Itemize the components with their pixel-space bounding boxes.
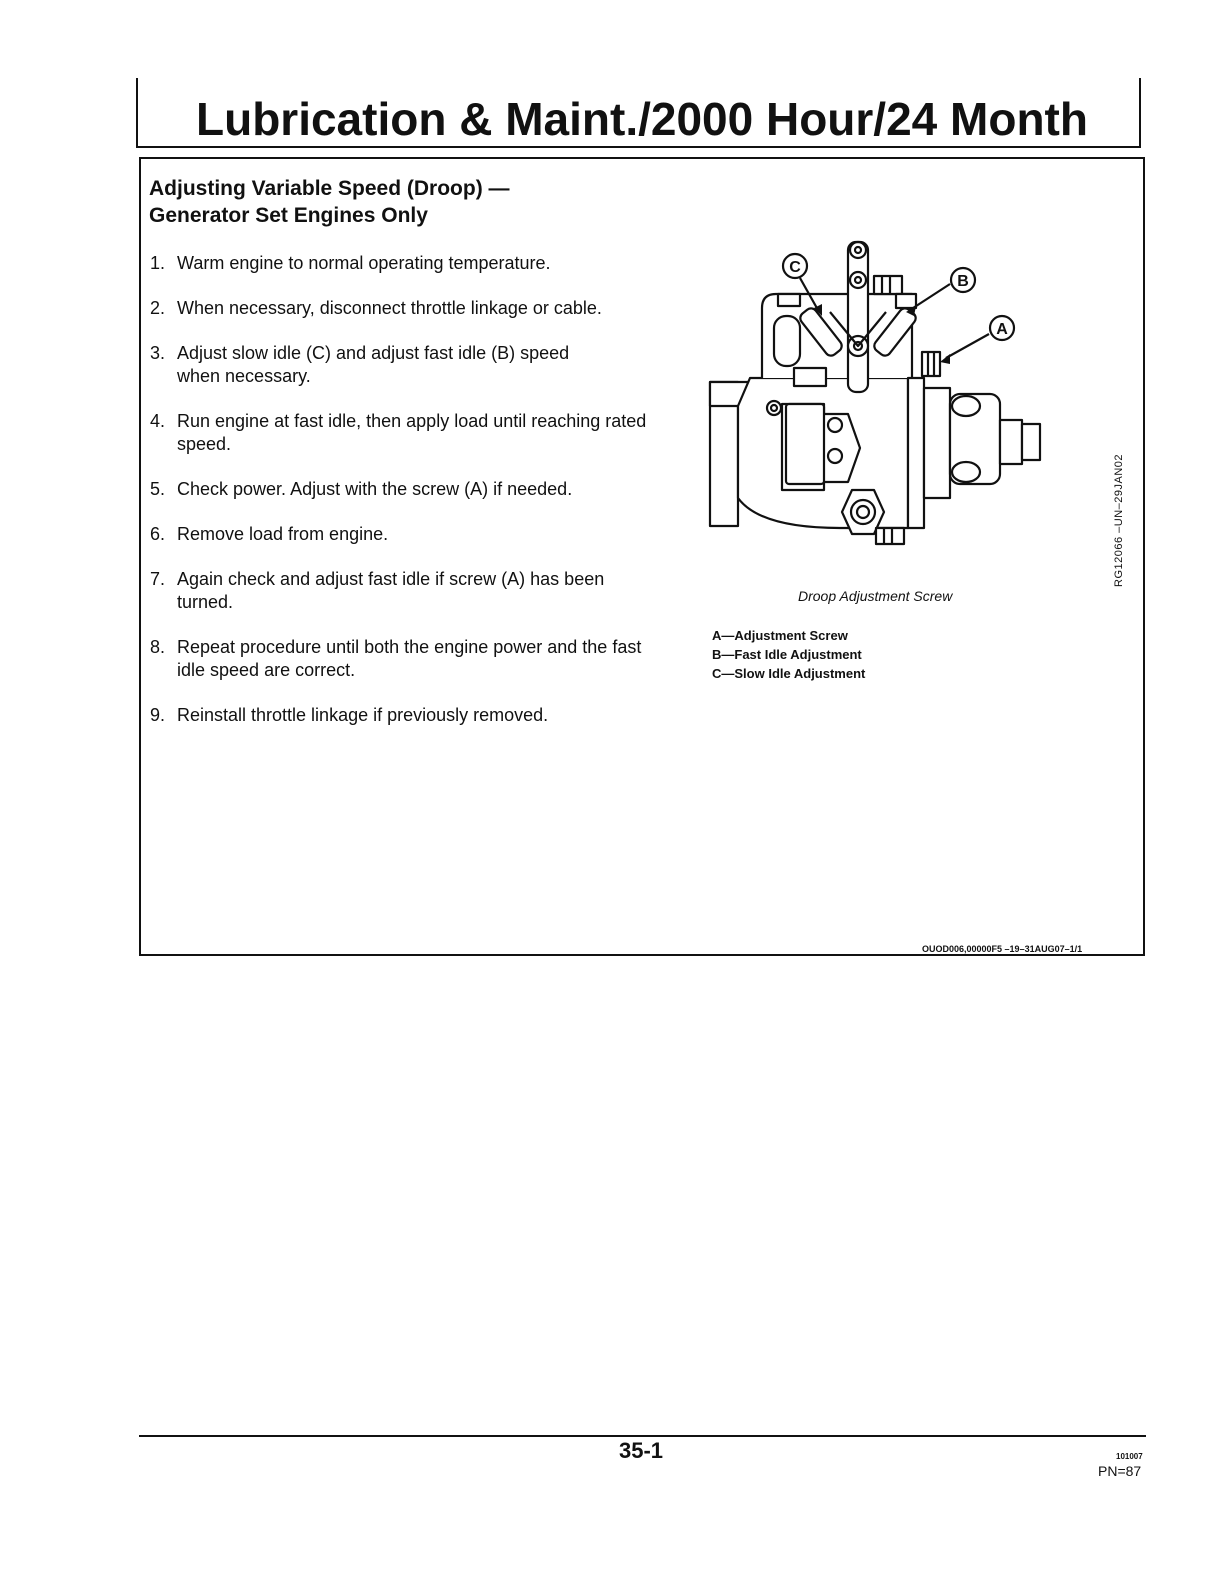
footer-pn: PN=87 [1098,1463,1142,1479]
step-7 [150,568,647,614]
footer-rule [139,1435,1146,1437]
step-text: Adjust slow idle (C) and adjust fast idle (B) speed when necessary. [177,343,570,386]
header-rule-left [136,78,138,148]
figure-legend [712,626,865,683]
injection-pump-illustration [700,228,1060,558]
step-number: 4. [150,411,166,431]
document-code: OUOD006,00000F5 –19–31AUG07–1/1 [922,944,1083,954]
header-rule-bottom [136,146,1141,148]
section-title-line2: Generator Set Engines Only [149,204,428,227]
footer-date-code: 101007 [1116,1452,1143,1461]
legend-item: A—Adjustment Screw [712,628,848,643]
header-rule-right [1139,78,1141,148]
step-number: 9. [150,705,166,725]
step-text: Repeat procedure until both the engine power and the fast idle speed are correct. [177,637,642,680]
section-title [149,175,510,229]
step-2 [150,297,647,320]
step-1 [150,252,647,275]
step-number: 5. [150,479,166,499]
figure-id: RG12066 –UN–29JAN02 [1113,453,1125,587]
callout-b: B [957,273,969,290]
step-6 [150,523,647,546]
legend-item: B—Fast Idle Adjustment [712,647,862,662]
step-8 [150,636,647,682]
step-text: Check power. Adjust with the screw (A) if needed. [177,479,573,499]
step-number: 7. [150,569,166,589]
step-number: 3. [150,343,166,363]
step-3 [150,342,617,388]
figure-caption: Droop Adjustment Screw [798,588,953,604]
step-text: When necessary, disconnect throttle linkage or cable. [177,298,602,318]
step-5 [150,478,647,501]
step-text: Run engine at fast idle, then apply load until reaching rated speed. [177,411,647,454]
callout-a: A [996,321,1008,338]
step-number: 2. [150,298,166,318]
step-4 [150,410,647,456]
step-text: Warm engine to normal operating temperature. [177,253,551,273]
step-9 [150,704,647,727]
page-title: Lubrication & Maint./2000 Hour/24 Month [196,93,1088,145]
step-number: 6. [150,524,166,544]
legend-item: C—Slow Idle Adjustment [712,666,866,681]
section-title-line1: Adjusting Variable Speed (Droop) — [149,177,510,200]
step-text: Again check and adjust fast idle if screw (A) has been turned. [177,569,605,612]
callout-c: C [789,259,801,276]
step-number: 1. [150,253,166,273]
page-number: 35-1 [619,1438,664,1463]
step-text: Reinstall throttle linkage if previously removed. [177,705,549,725]
step-number: 8. [150,637,166,657]
step-text: Remove load from engine. [177,524,389,544]
